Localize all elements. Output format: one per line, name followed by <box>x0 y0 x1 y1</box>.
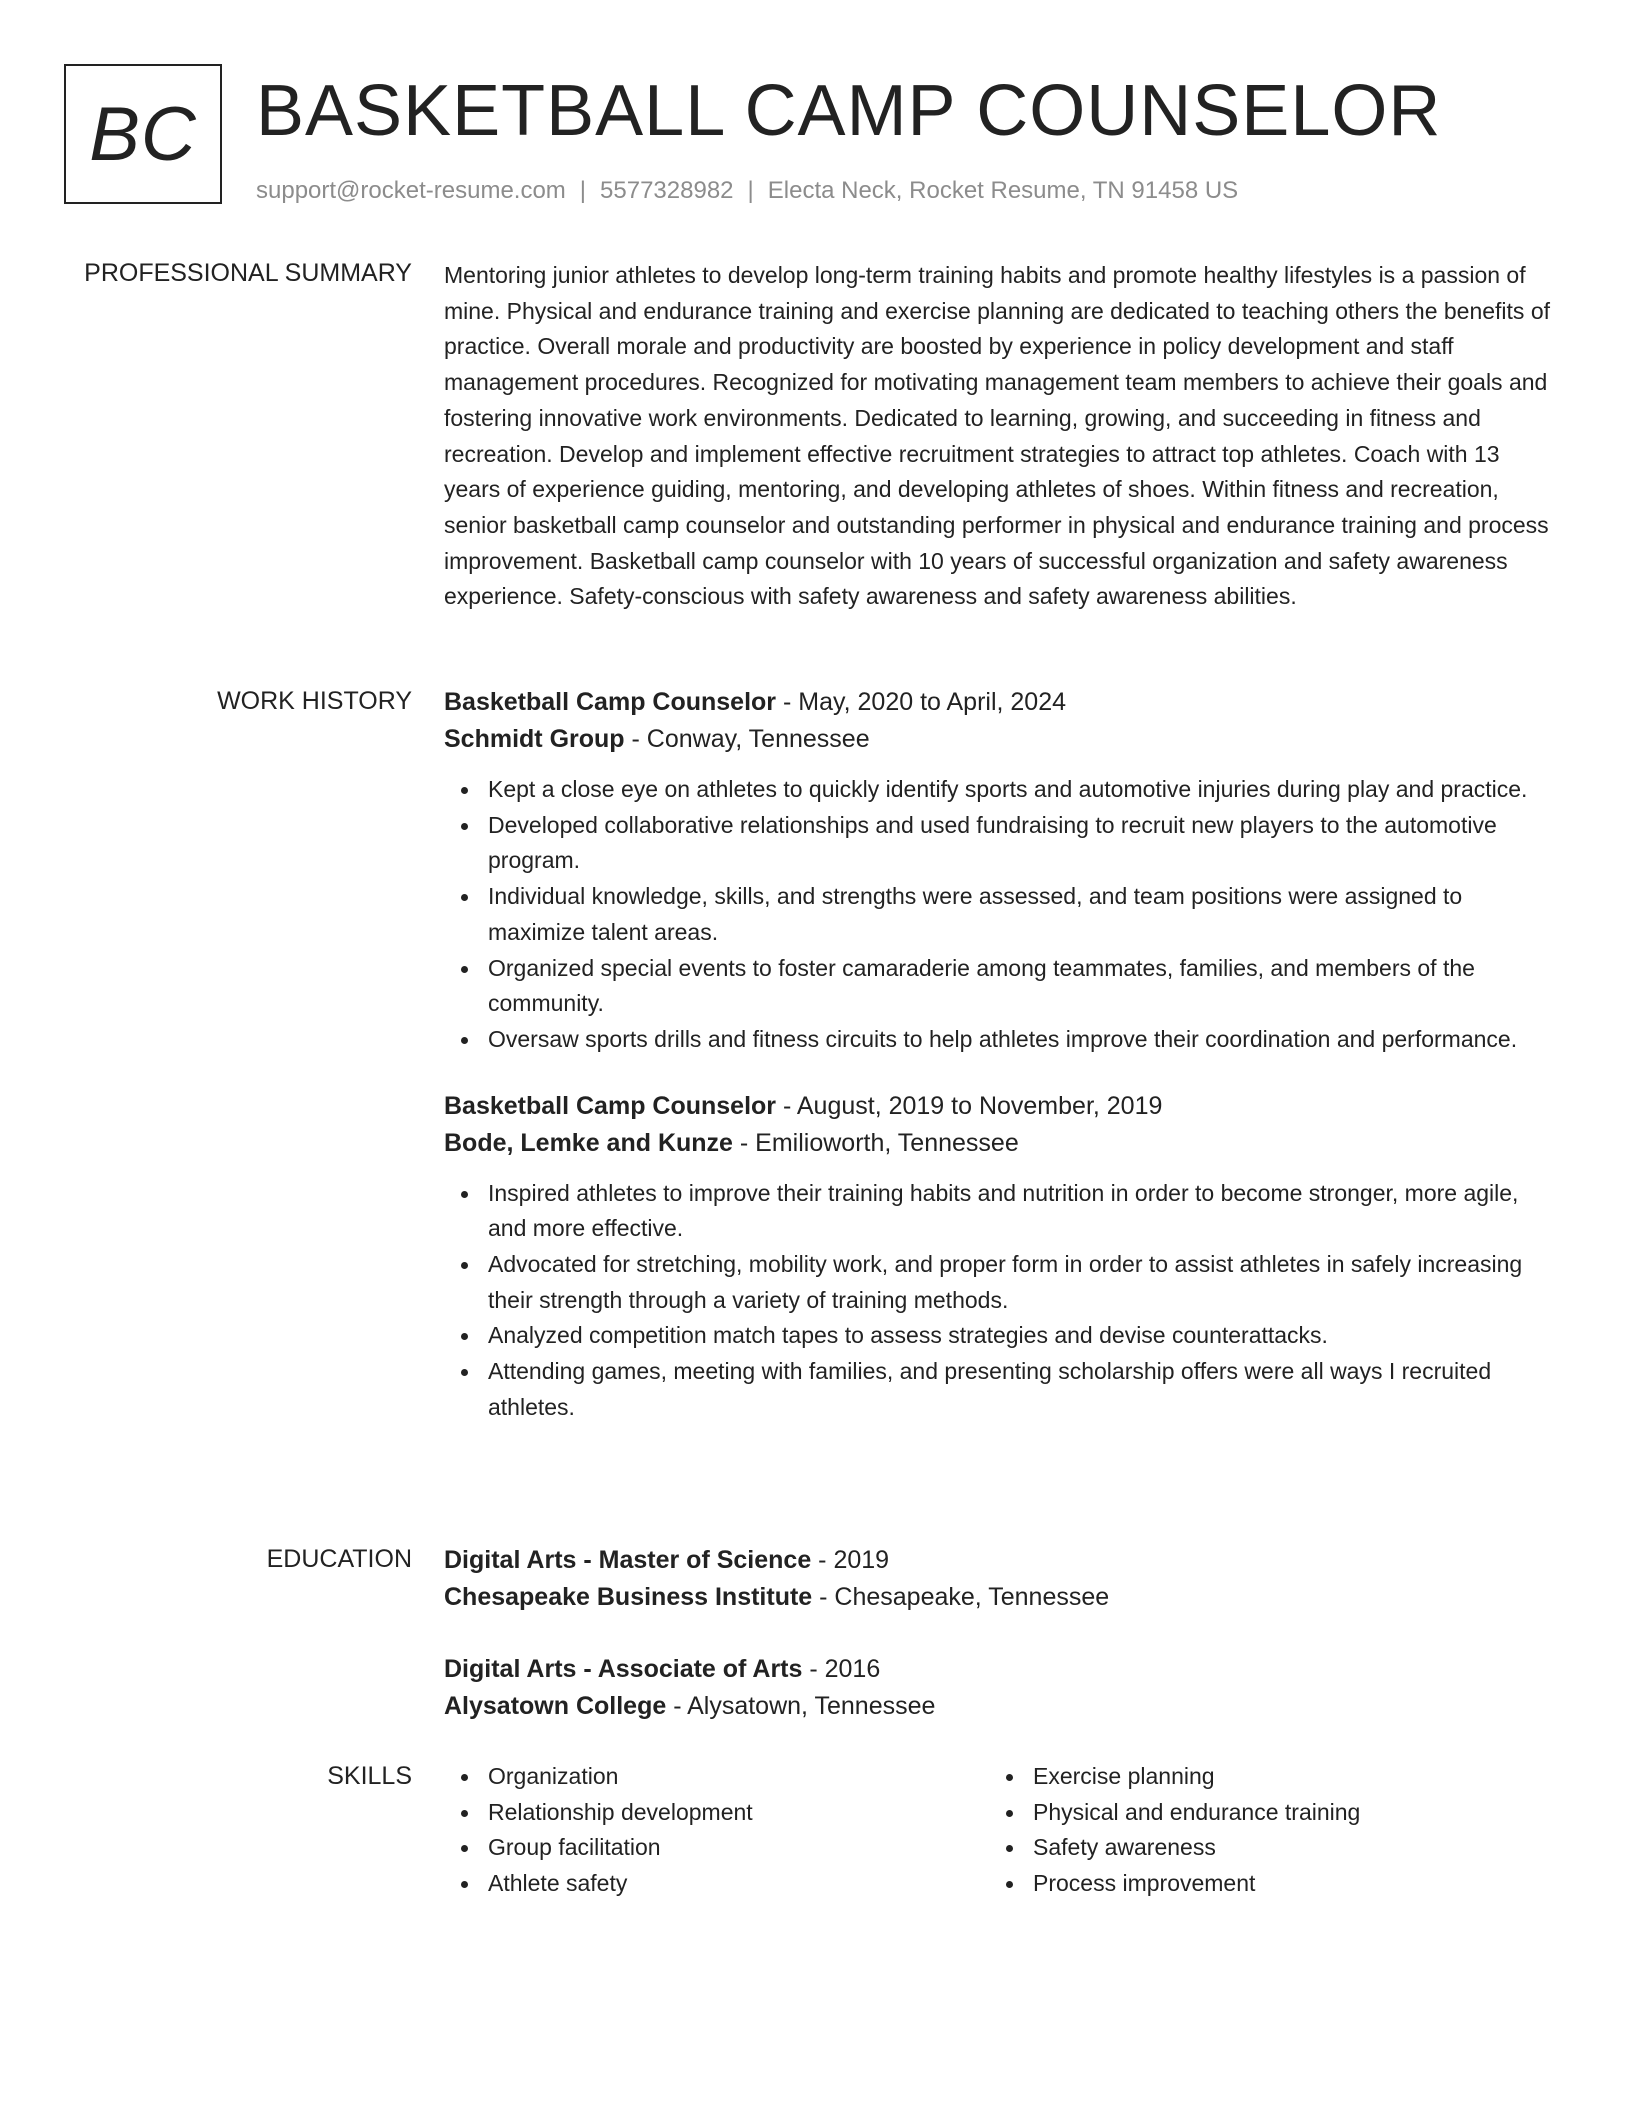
job-company: Bode, Lemke and Kunze <box>444 1128 733 1157</box>
list-item: Kept a close eye on athletes to quickly identify sports and automotive injuries during play and practice. <box>488 772 1554 808</box>
degree-line <box>444 1542 1554 1579</box>
list-item: Process improvement <box>1033 1866 1534 1902</box>
school-location: - Alysatown, Tennessee <box>666 1692 936 1720</box>
education-entry <box>444 1651 1554 1725</box>
job-title-line <box>444 684 1554 721</box>
list-item: Group facilitation <box>488 1830 989 1866</box>
job-company: Schmidt Group <box>444 725 625 753</box>
summary-body <box>444 258 1554 615</box>
contact-phone[interactable]: 5577328982 <box>600 177 734 204</box>
skills-grid <box>444 1759 1554 1902</box>
list-item: Organization <box>488 1759 989 1795</box>
list-item: Inspired athletes to improve their training habits and nutrition in order to become stronger, more agile, and more effective. <box>488 1176 1554 1247</box>
contact-separator: | <box>747 177 754 204</box>
list-item: Attending games, meeting with families, and presenting scholarship offers were all ways I recruited athletes. <box>488 1354 1554 1425</box>
job-bullets <box>444 1176 1554 1426</box>
section-label-summary: PROFESSIONAL SUMMARY <box>84 259 412 287</box>
list-item: Developed collaborative relationships and used fundraising to recruit new players to the automotive program. <box>488 808 1554 879</box>
contact-email[interactable]: support@rocket-resume.com <box>256 177 566 204</box>
section-label-education: EDUCATION <box>266 1545 412 1573</box>
contact-address: Electa Neck, Rocket Resume, TN 91458 US <box>767 177 1239 204</box>
list-item: Advocated for stretching, mobility work, and proper form in order to assist athletes in safely increasing their strength through a variety of training methods. <box>488 1247 1554 1318</box>
degree: Digital Arts - Master of Science <box>444 1546 812 1574</box>
contact-separator: | <box>579 177 587 204</box>
summary-text: Mentoring junior athletes to develop long-term training habits and promote healthy lifestyles is a passion of mine. Physical and endurance training and exercise planning are dedicated to teaching others the benefits of practice. Overall morale and productivity are boosted by experience in policy development and staff management procedures. Recognized for motivating management team members to achieve their goals and fostering innovative work environments. Dedicated to learning, growing, and succeeding in fitness and recreation. Develop and implement effective recruitment strategies to attract top athletes. Coach with 13 years of experience guiding, mentoring, and developing athletes of shoes. Within fitness and recreation, senior basketball camp counselor and outstanding performer in physical and endurance training and process improvement. Basketball camp counselor with 10 years of successful organization and safety awareness experience. Safety-conscious with safety awareness and safety awareness abilities. <box>444 262 1550 610</box>
degree-year: - 2016 <box>802 1655 881 1683</box>
job-location: - Emilioworth, Tennessee <box>732 1128 1019 1157</box>
job-company-line <box>444 721 1554 758</box>
monogram-logo: BC <box>64 64 222 204</box>
school: Alysatown College <box>444 1692 667 1720</box>
school: Chesapeake Business Institute <box>444 1583 813 1611</box>
job-dates: - May, 2020 to April, 2024 <box>776 688 1067 716</box>
degree: Digital Arts - Associate of Arts <box>444 1655 803 1683</box>
contact-line <box>256 174 1238 208</box>
list-item: Athlete safety <box>488 1866 989 1902</box>
job-title: Basketball Camp Counselor <box>444 688 777 716</box>
skills-list <box>989 1759 1534 1902</box>
list-item: Analyzed competition match tapes to assess strategies and devise counterattacks. <box>488 1318 1554 1354</box>
school-line <box>444 1579 1554 1616</box>
school-line <box>444 1688 1554 1725</box>
job-bullets <box>444 772 1554 1058</box>
job-location: - Conway, Tennessee <box>624 725 870 753</box>
job-entry <box>444 1088 1554 1426</box>
section-label-work-history: WORK HISTORY <box>217 687 412 715</box>
job-title: Basketball Camp Counselor <box>444 1091 777 1120</box>
list-item: Physical and endurance training <box>1033 1795 1534 1831</box>
list-item: Exercise planning <box>1033 1759 1534 1795</box>
skills-column-left <box>444 1759 989 1902</box>
list-item: Individual knowledge, skills, and strengths were assessed, and team positions were assigned to maximize talent areas. <box>488 879 1554 950</box>
education-body <box>444 1542 1554 1725</box>
list-item: Relationship development <box>488 1795 989 1831</box>
skills-body <box>444 1759 1554 1902</box>
work-history-body <box>444 684 1554 1426</box>
section-label-skills: SKILLS <box>327 1762 412 1790</box>
job-entry <box>444 684 1554 1058</box>
degree-year: - 2019 <box>811 1546 890 1574</box>
skills-list <box>444 1759 989 1902</box>
job-title-line <box>444 1088 1554 1125</box>
education-entry <box>444 1542 1554 1616</box>
list-item: Safety awareness <box>1033 1830 1534 1866</box>
resume-header <box>64 64 1584 214</box>
candidate-name: BASKETBALL CAMP COUNSELOR <box>256 71 1442 151</box>
job-dates: - August, 2019 to November, 2019 <box>776 1091 1163 1120</box>
job-company-line <box>444 1125 1554 1162</box>
skills-column-right <box>989 1759 1534 1902</box>
degree-line <box>444 1651 1554 1688</box>
list-item: Organized special events to foster camaraderie among teammates, families, and members of the community. <box>488 951 1554 1022</box>
school-location: - Chesapeake, Tennessee <box>812 1583 1110 1611</box>
list-item: Oversaw sports drills and fitness circuits to help athletes improve their coordination and performance. <box>488 1022 1554 1058</box>
